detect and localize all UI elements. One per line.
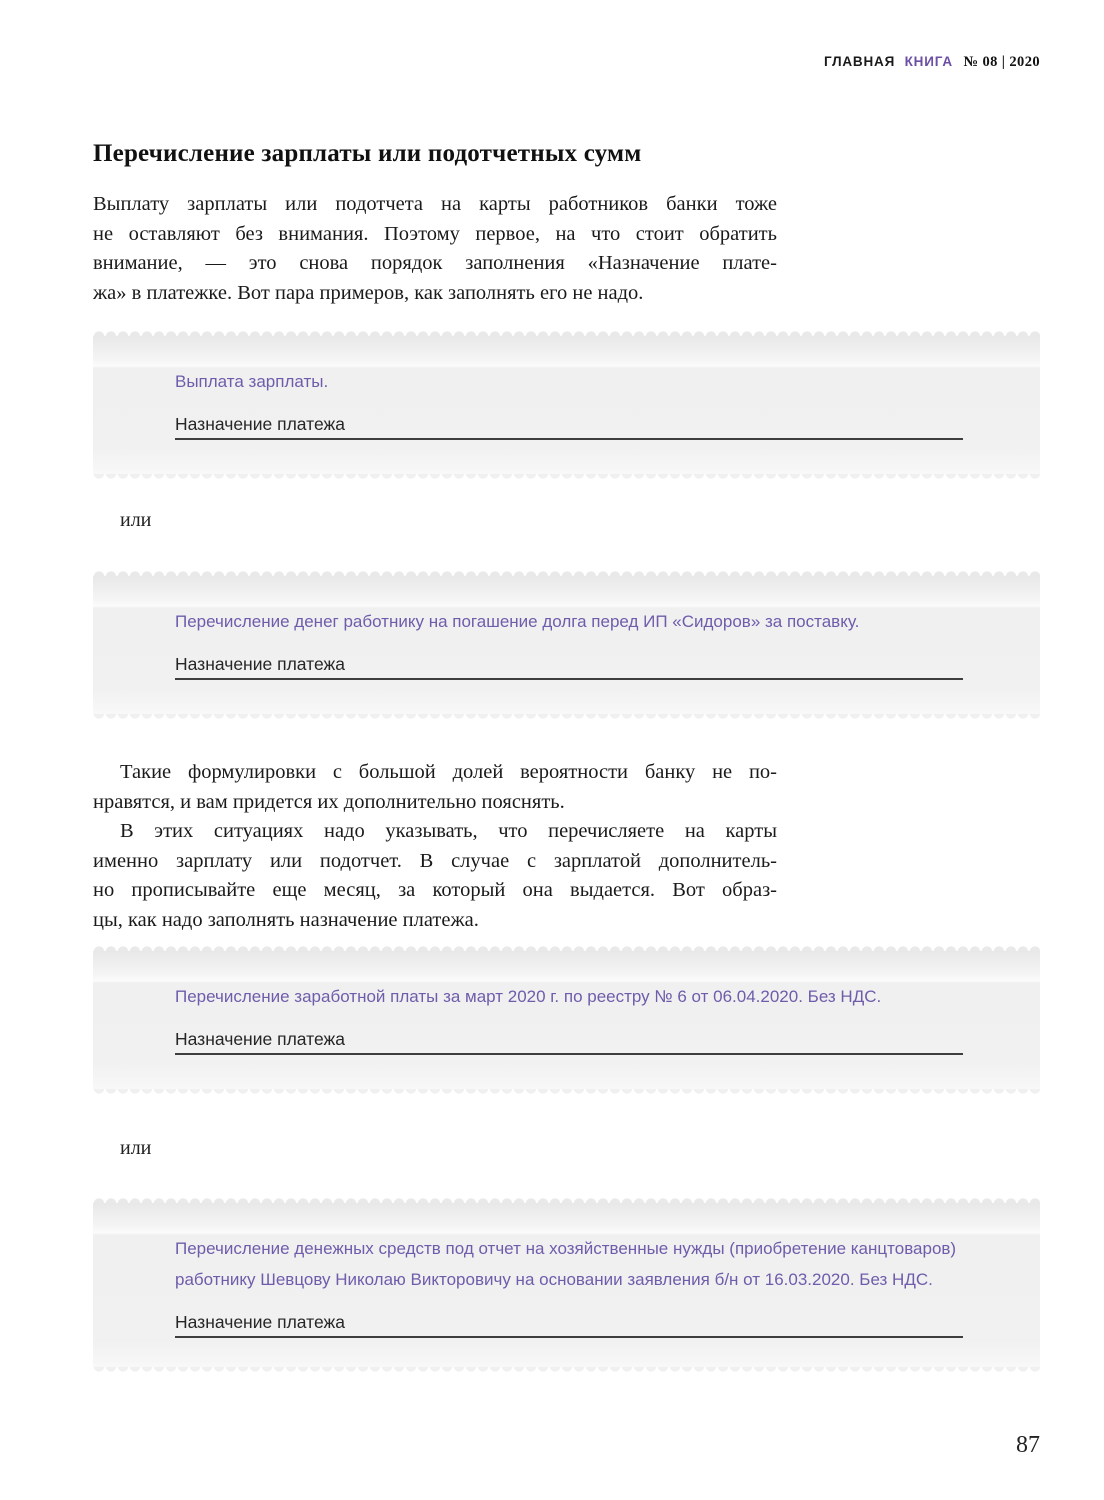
- sample-card-body: [93, 951, 1040, 1089]
- sample-payment-purpose-text: Перечисление заработной платы за март 2020 г. по реестру № 6 от 06.04.2020. Без НДС.: [175, 987, 882, 1006]
- sample-card-body: [93, 336, 1040, 474]
- or-connector: или: [120, 1137, 152, 1159]
- payment-purpose-field-line: [175, 1026, 963, 1055]
- payment-purpose-field-label: Назначение платежа: [175, 1312, 345, 1332]
- payment-sample-card-4: [93, 1197, 1040, 1373]
- torn-edge-bottom: [93, 714, 1040, 720]
- payment-purpose-field-label: Назначение платежа: [175, 1029, 345, 1049]
- torn-edge-bottom: [93, 1089, 1040, 1095]
- text-line: нравятся, и вам придется их дополнительно пояснять.: [93, 790, 565, 813]
- text-line: Выплату зарплаты или подотчета на карты работников банки тоже: [93, 193, 777, 215]
- payment-purpose-field-label: Назначение платежа: [175, 414, 345, 434]
- body-paragraphs: [93, 758, 777, 935]
- payment-sample-card-2: [93, 570, 1040, 720]
- text-line: но прописывайте еще месяц, за который она выдается. Вот образ-: [93, 879, 777, 901]
- torn-edge-top: [93, 945, 1040, 951]
- text-line: именно зарплату или подотчет. В случае с зарплатой дополнитель-: [93, 849, 777, 872]
- text-line: не оставляют без внимания. Поэтому первое, на что стоит обратить: [93, 222, 777, 245]
- payment-purpose-field-line: [175, 411, 963, 440]
- intro-paragraph: [93, 190, 777, 308]
- torn-edge-bottom: [93, 1367, 1040, 1373]
- or-connector: или: [120, 509, 152, 531]
- payment-purpose-field-line: [175, 651, 963, 680]
- sample-card-body: [93, 576, 1040, 714]
- sample-payment-purpose-text: Перечисление денежных средств под отчет на хозяйственные нужды (приобретение канцтоваров) работнику Шевцову Николаю Викторовичу на основании заявления б/н от 16.03.2020. Без НДС.: [175, 1239, 957, 1289]
- page-header: [824, 54, 1040, 71]
- sample-payment-purpose-text: Выплата зарплаты.: [175, 372, 329, 391]
- text-line: В этих ситуациях надо указывать, что перечисляете на карты: [120, 820, 777, 842]
- torn-edge-bottom: [93, 474, 1040, 480]
- payment-purpose-field-line: [175, 1309, 963, 1338]
- sample-payment-purpose-text: Перечисление денег работнику на погашение долга перед ИП «Сидоров» за поставку.: [175, 612, 860, 631]
- page-number: 87: [1016, 1432, 1040, 1458]
- text-line: внимание, — это снова порядок заполнения «Назначение плате-: [93, 252, 777, 274]
- payment-sample-card-3: [93, 945, 1040, 1095]
- payment-purpose-field-label: Назначение платежа: [175, 654, 345, 674]
- text-line: жа» в платежке. Вот пара примеров, как заполнять его не надо.: [93, 281, 644, 304]
- payment-sample-card-1: [93, 330, 1040, 480]
- issue-number: № 08 | 2020: [963, 54, 1040, 70]
- article-title: Перечисление зарплаты или подотчетных сумм: [93, 140, 642, 167]
- torn-edge-top: [93, 570, 1040, 576]
- brand-kniga: КНИГА: [904, 54, 953, 69]
- brand-glavnaya: ГЛАВНАЯ: [823, 54, 896, 69]
- sample-card-body: [93, 1203, 1040, 1367]
- torn-edge-top: [93, 1197, 1040, 1203]
- text-line: цы, как надо заполнять назначение платежа.: [93, 908, 479, 931]
- text-line: Такие формулировки с большой долей вероятности банку не по-: [120, 761, 777, 783]
- torn-edge-top: [93, 330, 1040, 336]
